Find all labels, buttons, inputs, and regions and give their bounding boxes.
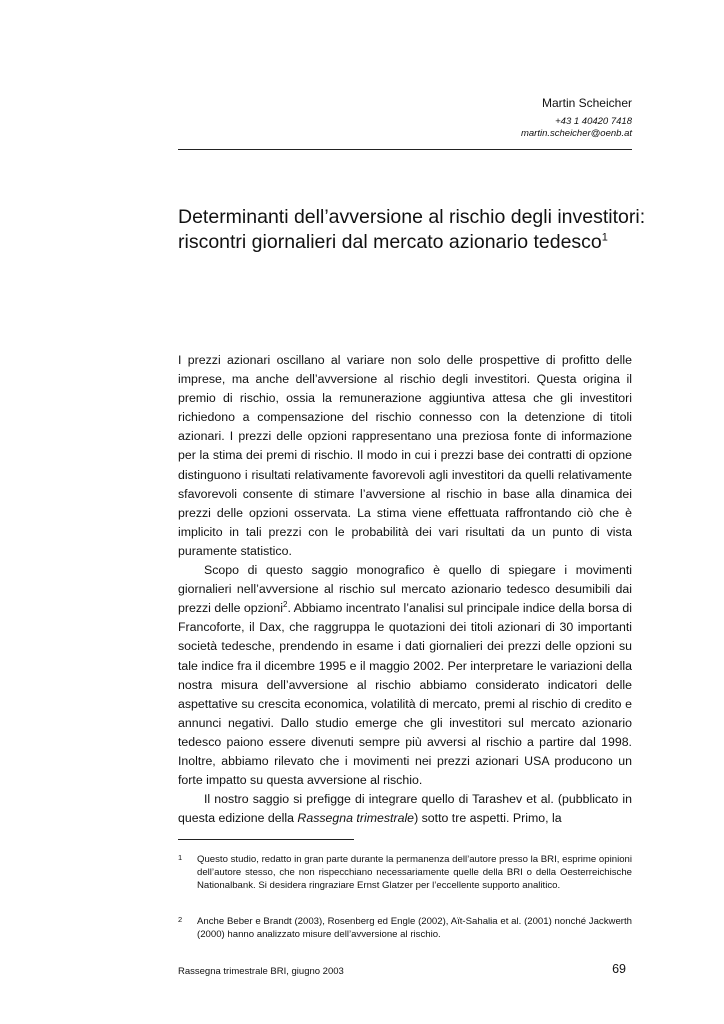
author-email[interactable]: martin.scheicher@oenb.at <box>520 128 632 139</box>
title-footnote-ref[interactable]: 1 <box>601 231 608 244</box>
page-number: 69 <box>612 962 626 976</box>
body-paragraph-2-end: . Abbiamo incentrato l’analisi sul principale indice della borsa di Francoforte, il Dax, che raggruppa le quotazioni dei titoli azionari di 30 importanti società tedesche, prendendo in esame i dati giornalieri dei prezzi delle opzioni su tale indice fra il dicembre 1995 e il maggio 2002. Per interpretare le variazioni della nostra misura dell’avversione al rischio abbiamo considerato indicatori delle aspettative su crescita economica, volatilità di mercato, premi al rischio di credito e annunci negativi. Dallo studio emerge che gli investitori sul mercato azionario tedesco paiono essere divenuti sempre più avversi al rischio a partire dal 1998. Inoltre, abbiamo rilevato che i movimenti nei prezzi azionari USA producono un forte impatto su questa avversione al rischio. <box>178 601 633 788</box>
author-block <box>521 96 632 140</box>
body-paragraph-1: I prezzi azionari oscillano al variare non solo delle prospettive di profitto delle imprese, ma anche dell’avversione al rischio degli investitori. Questa origina il premio di rischio, ossia la remunerazione aggiuntiva attesa che gli investitori richiedono a compensazione del rischio connesso con la detenzione di titoli azionari. I prezzi delle opzioni rappresentano una preziosa fonte di informazione per la stima dei premi di rischio. Il modo in cui i prezzi base dei contratti di opzione distinguono i risultati relativamente favorevoli agli investitori da quelli relativamente sfavorevoli consente di stimare l’avversione al rischio in base alla dinamica dei prezzi delle opzioni osservata. La stima viene effettuata raffrontando ciò che è implicito in tali prezzi con le probabilità dei vari risultati da un punto di vista puramente statistico. <box>178 353 632 558</box>
body-paragraph-2 <box>178 561 632 790</box>
author-name: Martin Scheicher <box>541 96 632 110</box>
body-paragraph-3-start: Il nostro saggio si prefigge di integrare quello di Tarashev et al. (pubblicato in questa edizione della <box>178 792 632 826</box>
footnote-2-number: 2 <box>178 915 183 924</box>
body-paragraph-3 <box>178 790 632 828</box>
footnote-2 <box>178 915 632 941</box>
footnote-1-text: Questo studio, redatto in gran parte durante la permanenza dell’autore presso la BRI, esprime opinioni dell’autore stesso, che non rispecchiano necessariamente quelle della BRI o della Oesterreichische Nationalbank. Si desidera ringraziare Ernst Glatzer per l’eccellente supporto analitico. <box>197 854 632 892</box>
footnote-divider <box>178 839 354 840</box>
header-divider <box>178 149 632 150</box>
footnote-2-text: Anche Beber e Brandt (2003), Rosenberg ed Engle (2002), Aït-Sahalia et al. (2001) nonché Jackwerth (2000) hanno analizzato misure dell’avversione al rischio. <box>197 916 632 941</box>
body-paragraph-2-start: Scopo di questo saggio monografico è quello di spiegare i movimenti giornalieri nell’avversione al rischio sul mercato azionario tedesco desumibili dai prezzi delle opzioni <box>178 563 632 616</box>
author-phone: +43 1 40420 7418 <box>555 116 632 127</box>
article-body <box>178 351 632 828</box>
footnote-ref-2[interactable]: 2 <box>283 600 288 610</box>
article-title <box>178 205 648 255</box>
publication-name-italic: Rassegna trimestrale <box>297 811 415 826</box>
footnote-1 <box>178 853 632 893</box>
footer-publication: Rassegna trimestrale BRI, giugno 2003 <box>178 966 344 977</box>
body-paragraph-3-end: ) sotto tre aspetti. Primo, la <box>414 811 562 826</box>
footnote-1-number: 1 <box>178 853 183 862</box>
article-title-text: Determinanti dell’avversione al rischio degli investitori: riscontri giornalieri dal mercato azionario tedesco <box>178 206 646 253</box>
